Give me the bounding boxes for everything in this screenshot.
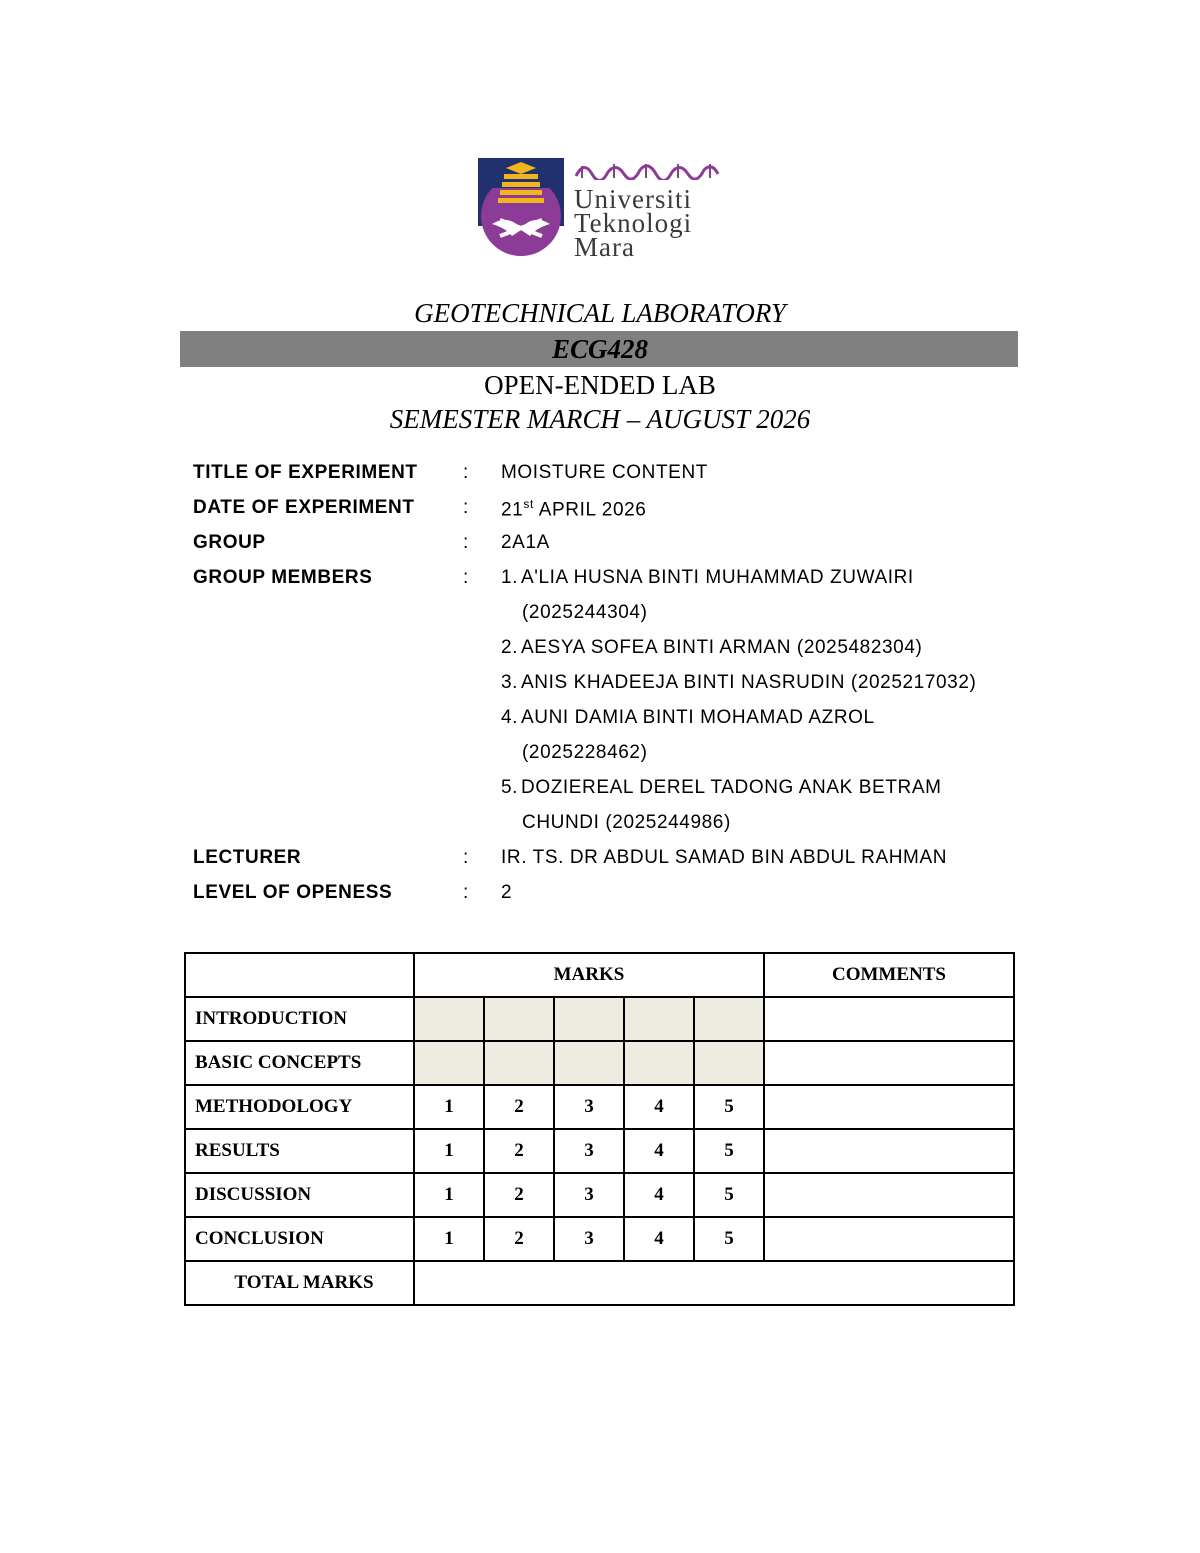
member-name: AUNI DAMIA BINTI MOHAMAD AZROL	[521, 707, 875, 728]
lecturer-value: IR. TS. DR ABDUL SAMAD BIN ABDUL RAHMAN	[501, 847, 948, 868]
marks-header: MARKS	[414, 953, 764, 997]
criterion-label: INTRODUCTION	[185, 997, 414, 1041]
score-cell[interactable]: 5	[694, 1173, 764, 1217]
openness-label: LEVEL OF OPENESS	[193, 882, 393, 903]
score-cell[interactable]: 1	[414, 1129, 484, 1173]
member-item	[501, 707, 976, 764]
score-cell[interactable]: 2	[484, 1129, 554, 1173]
score-cell[interactable]: 3	[554, 1085, 624, 1129]
score-cell[interactable]: 1	[414, 1085, 484, 1129]
table-row	[185, 997, 1014, 1041]
score-cell[interactable]: 5	[694, 1085, 764, 1129]
comments-header: COMMENTS	[764, 953, 1014, 997]
member-item	[501, 777, 976, 834]
member-item	[501, 567, 976, 624]
member-number: 3.	[501, 672, 519, 693]
score-cell[interactable]	[484, 1041, 554, 1085]
member-name: DOZIEREAL DEREL TADONG ANAK BETRAM	[521, 777, 942, 798]
criterion-label: CONCLUSION	[185, 1217, 414, 1261]
info-row-date	[193, 495, 1013, 530]
date-label: DATE OF EXPERIMENT	[193, 497, 415, 518]
table-row	[185, 1085, 1014, 1129]
separator: :	[463, 532, 469, 553]
member-number: 4.	[501, 707, 519, 728]
total-row	[185, 1261, 1014, 1305]
table-row	[185, 1041, 1014, 1085]
title-value: MOISTURE CONTENT	[501, 462, 708, 483]
table-row	[185, 1129, 1014, 1173]
score-cell[interactable]: 3	[554, 1129, 624, 1173]
marks-table	[184, 952, 1015, 1306]
criterion-label: METHODOLOGY	[185, 1085, 414, 1129]
date-rest: APRIL 2026	[533, 499, 647, 521]
table-row	[185, 1173, 1014, 1217]
score-cell[interactable]: 1	[414, 1217, 484, 1261]
score-cell[interactable]	[624, 997, 694, 1041]
criterion-label: BASIC CONCEPTS	[185, 1041, 414, 1085]
member-name: ANIS KHADEEJA BINTI NASRUDIN (2025217032)	[521, 672, 977, 693]
separator: :	[463, 462, 469, 483]
member-item	[501, 637, 976, 659]
info-row-group	[193, 530, 1013, 565]
score-cell[interactable]: 3	[554, 1173, 624, 1217]
separator: :	[463, 882, 469, 903]
member-number: 5.	[501, 777, 519, 798]
score-cell[interactable]	[414, 997, 484, 1041]
score-cell[interactable]	[554, 997, 624, 1041]
comment-cell[interactable]	[764, 1173, 1014, 1217]
score-cell[interactable]: 4	[624, 1217, 694, 1261]
score-cell[interactable]	[694, 1041, 764, 1085]
lab-title: GEOTECHNICAL LABORATORY	[414, 298, 786, 328]
member-name: A'LIA HUSNA BINTI MUHAMMAD ZUWAIRI	[521, 567, 914, 588]
uitm-logo	[478, 158, 728, 260]
comment-cell[interactable]	[764, 1217, 1014, 1261]
total-value-cell[interactable]	[414, 1261, 1014, 1305]
info-row-title	[193, 460, 1013, 495]
score-cell[interactable]	[414, 1041, 484, 1085]
score-cell[interactable]: 1	[414, 1173, 484, 1217]
table-header-row	[185, 953, 1014, 997]
criterion-label: RESULTS	[185, 1129, 414, 1173]
total-label: TOTAL MARKS	[185, 1261, 414, 1305]
group-value: 2A1A	[501, 532, 550, 553]
course-code: ECG428	[551, 334, 649, 364]
date-value	[501, 497, 646, 521]
score-cell[interactable]	[624, 1041, 694, 1085]
score-cell[interactable]	[554, 1041, 624, 1085]
jawi-script-icon	[574, 158, 720, 180]
score-cell[interactable]	[694, 997, 764, 1041]
member-number: 1.	[501, 567, 519, 588]
logo-line-2: Teknologi	[574, 208, 693, 238]
score-cell[interactable]: 2	[484, 1217, 554, 1261]
lecturer-label: LECTURER	[193, 847, 302, 868]
table-row	[185, 1217, 1014, 1261]
member-name-cont: CHUNDI (2025244986)	[522, 812, 731, 833]
score-cell[interactable]: 2	[484, 1173, 554, 1217]
header-blank-cell	[185, 953, 414, 997]
member-name-cont: (2025228462)	[522, 742, 648, 763]
comment-cell[interactable]	[764, 1041, 1014, 1085]
lab-type: OPEN-ENDED LAB	[484, 370, 716, 400]
group-label: GROUP	[193, 532, 266, 553]
members-list	[501, 567, 976, 847]
logo-line-1: Universiti	[574, 184, 692, 214]
separator: :	[463, 567, 469, 588]
experiment-info	[193, 460, 1013, 915]
score-cell[interactable]: 5	[694, 1217, 764, 1261]
info-row-lecturer	[193, 845, 1013, 880]
date-day: 21	[501, 499, 524, 521]
score-cell[interactable]	[484, 997, 554, 1041]
separator: :	[463, 497, 469, 518]
info-row-members	[193, 565, 1013, 845]
semester: SEMESTER MARCH – AUGUST 2026	[389, 404, 811, 434]
score-cell[interactable]: 5	[694, 1129, 764, 1173]
comment-cell[interactable]	[764, 997, 1014, 1041]
logo-line-3: Mara	[574, 232, 635, 262]
score-cell[interactable]: 4	[624, 1129, 694, 1173]
score-cell[interactable]: 3	[554, 1217, 624, 1261]
member-name: AESYA SOFEA BINTI ARMAN (2025482304)	[521, 637, 923, 658]
openness-value: 2	[501, 882, 513, 903]
member-number: 2.	[501, 637, 519, 658]
score-cell[interactable]: 4	[624, 1085, 694, 1129]
member-name-cont: (2025244304)	[522, 602, 648, 623]
member-item	[501, 672, 976, 694]
members-label: GROUP MEMBERS	[193, 567, 373, 588]
info-row-openness	[193, 880, 1013, 915]
comment-cell[interactable]	[764, 1085, 1014, 1129]
separator: :	[463, 847, 469, 868]
score-cell[interactable]: 4	[624, 1173, 694, 1217]
uitm-crest-icon	[478, 158, 568, 260]
date-suffix: st	[523, 497, 534, 511]
criterion-label: DISCUSSION	[185, 1173, 414, 1217]
comment-cell[interactable]	[764, 1129, 1014, 1173]
title-label: TITLE OF EXPERIMENT	[193, 462, 418, 483]
score-cell[interactable]: 2	[484, 1085, 554, 1129]
